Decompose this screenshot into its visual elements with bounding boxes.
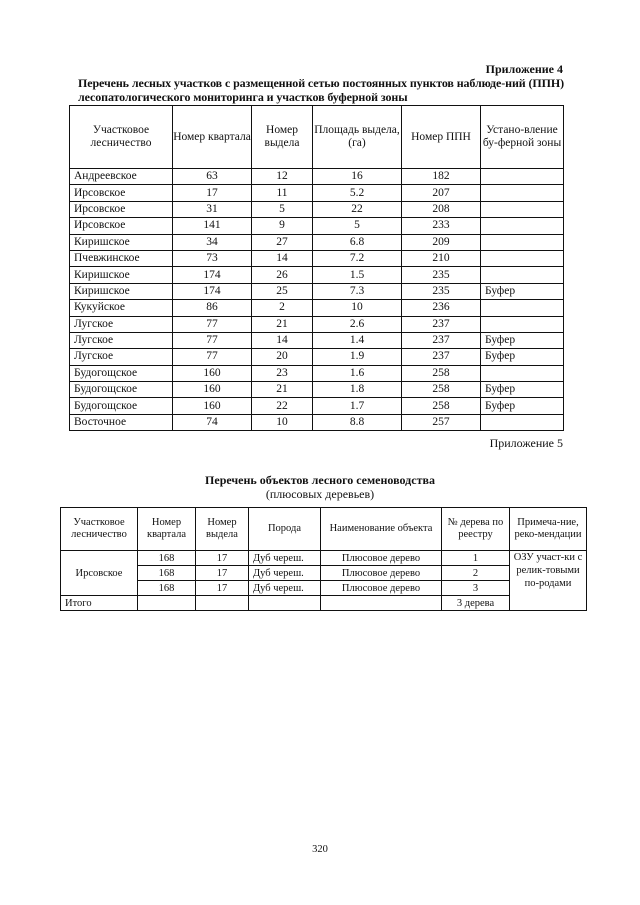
table-header-row <box>61 508 587 551</box>
seed-objects-body <box>61 551 587 611</box>
cell-buffer <box>481 250 564 266</box>
table-row <box>61 581 587 596</box>
cell-forestry: Ирсовское <box>70 201 173 217</box>
cell-buffer <box>481 185 564 201</box>
cell-quarter: 17 <box>173 185 252 201</box>
cell-ppn: 258 <box>402 382 481 398</box>
table-row <box>70 234 564 250</box>
table-row <box>70 332 564 348</box>
cell-buffer <box>481 218 564 234</box>
header-buffer: Устано-вление бу-ферной зоны <box>481 106 564 169</box>
cell-forestry: Ирсовское <box>70 185 173 201</box>
cell-area: 2.6 <box>313 316 402 332</box>
cell-buffer <box>481 201 564 217</box>
cell-buffer: Буфер <box>481 398 564 414</box>
cell-section: 21 <box>252 382 313 398</box>
cell-area: 22 <box>313 201 402 217</box>
header-ppn: Номер ППН <box>402 106 481 169</box>
table-row <box>70 250 564 266</box>
cell-area: 1.7 <box>313 398 402 414</box>
cell-area: 7.3 <box>313 283 402 299</box>
cell-buffer <box>481 234 564 250</box>
total-row <box>61 596 587 611</box>
forest-plots-table <box>69 105 564 431</box>
cell-ppn: 208 <box>402 201 481 217</box>
cell-quarter: 168 <box>138 566 196 581</box>
cell-forestry: Будогощское <box>70 365 173 381</box>
cell-empty <box>321 596 442 611</box>
header-area: Площадь выдела, (га) <box>313 106 402 169</box>
seed-objects-table <box>60 507 587 611</box>
cell-area: 1.5 <box>313 267 402 283</box>
cell-section: 2 <box>252 300 313 316</box>
appendix-5-subtitle: (плюсовых деревьев) <box>265 487 375 501</box>
cell-section: 14 <box>252 250 313 266</box>
cell-area: 10 <box>313 300 402 316</box>
cell-forestry: Ирсовское <box>70 218 173 234</box>
cell-area: 1.8 <box>313 382 402 398</box>
header-forestry: Участковое лесничество <box>70 106 173 169</box>
cell-quarter: 86 <box>173 300 252 316</box>
cell-section: 23 <box>252 365 313 381</box>
cell-forestry: Будогощское <box>70 398 173 414</box>
cell-quarter: 174 <box>173 283 252 299</box>
cell-quarter: 168 <box>138 581 196 596</box>
cell-quarter: 77 <box>173 316 252 332</box>
cell-total-value: 3 дерева <box>442 596 510 611</box>
cell-note: ОЗУ участ-ки с релик-товыми по-родами <box>510 551 587 611</box>
cell-buffer: Буфер <box>481 349 564 365</box>
cell-species: Дуб череш. <box>249 566 321 581</box>
cell-object-name: Плюсовое дерево <box>321 566 442 581</box>
cell-quarter: 31 <box>173 201 252 217</box>
cell-ppn: 237 <box>402 332 481 348</box>
cell-quarter: 160 <box>173 365 252 381</box>
cell-section: 26 <box>252 267 313 283</box>
cell-ppn: 258 <box>402 365 481 381</box>
cell-forestry: Ирсовское <box>61 551 138 596</box>
cell-ppn: 257 <box>402 414 481 430</box>
cell-species: Дуб череш. <box>249 551 321 566</box>
cell-area: 8.8 <box>313 414 402 430</box>
cell-ppn: 237 <box>402 349 481 365</box>
cell-object-name: Плюсовое дерево <box>321 551 442 566</box>
cell-quarter: 77 <box>173 349 252 365</box>
table-row <box>70 300 564 316</box>
cell-area: 7.2 <box>313 250 402 266</box>
cell-buffer <box>481 267 564 283</box>
cell-buffer <box>481 316 564 332</box>
header-section: Номер выдела <box>196 508 249 551</box>
cell-quarter: 160 <box>173 382 252 398</box>
cell-section: 22 <box>252 398 313 414</box>
header-species: Порода <box>249 508 321 551</box>
cell-quarter: 34 <box>173 234 252 250</box>
cell-section: 14 <box>252 332 313 348</box>
table-row <box>70 365 564 381</box>
cell-forestry: Будогощское <box>70 382 173 398</box>
cell-ppn: 233 <box>402 218 481 234</box>
cell-ppn: 210 <box>402 250 481 266</box>
cell-area: 1.6 <box>313 365 402 381</box>
cell-species: Дуб череш. <box>249 581 321 596</box>
cell-forestry: Андреевское <box>70 169 173 185</box>
appendix-4-label: Приложение 4 <box>485 62 563 76</box>
cell-forestry: Киришское <box>70 267 173 283</box>
appendix-5-title: Перечень объектов лесного семеноводства <box>205 473 435 487</box>
cell-forestry: Лугское <box>70 316 173 332</box>
cell-quarter: 168 <box>138 551 196 566</box>
cell-buffer: Буфер <box>481 382 564 398</box>
cell-quarter: 160 <box>173 398 252 414</box>
header-tree-number: № дерева по реестру <box>442 508 510 551</box>
table-row <box>70 382 564 398</box>
table-row <box>70 414 564 430</box>
cell-ppn: 258 <box>402 398 481 414</box>
table-row <box>70 267 564 283</box>
cell-buffer <box>481 414 564 430</box>
cell-quarter: 77 <box>173 332 252 348</box>
cell-forestry: Киришское <box>70 234 173 250</box>
header-object-name: Наименование объекта <box>321 508 442 551</box>
table-row <box>70 218 564 234</box>
table-row <box>70 185 564 201</box>
cell-area: 5.2 <box>313 185 402 201</box>
cell-area: 1.4 <box>313 332 402 348</box>
table-row <box>61 566 587 581</box>
cell-buffer: Буфер <box>481 332 564 348</box>
cell-empty <box>249 596 321 611</box>
cell-total-label: Итого <box>61 596 138 611</box>
cell-tree-number: 2 <box>442 566 510 581</box>
cell-forestry: Лугское <box>70 349 173 365</box>
cell-area: 1.9 <box>313 349 402 365</box>
header-quarter: Номер квартала <box>138 508 196 551</box>
cell-buffer: Буфер <box>481 283 564 299</box>
cell-area: 5 <box>313 218 402 234</box>
table-row <box>70 169 564 185</box>
cell-ppn: 235 <box>402 267 481 283</box>
cell-section: 27 <box>252 234 313 250</box>
cell-empty <box>196 596 249 611</box>
header-note: Примеча-ние, реко-мендации <box>510 508 587 551</box>
cell-area: 6.8 <box>313 234 402 250</box>
cell-section: 21 <box>252 316 313 332</box>
table-row <box>61 551 587 566</box>
cell-section: 12 <box>252 169 313 185</box>
cell-quarter: 174 <box>173 267 252 283</box>
cell-empty <box>138 596 196 611</box>
cell-ppn: 209 <box>402 234 481 250</box>
cell-section: 17 <box>196 566 249 581</box>
cell-forestry: Восточное <box>70 414 173 430</box>
cell-section: 17 <box>196 581 249 596</box>
cell-section: 20 <box>252 349 313 365</box>
cell-ppn: 235 <box>402 283 481 299</box>
page-number: 320 <box>312 844 328 855</box>
table-row <box>70 283 564 299</box>
cell-tree-number: 3 <box>442 581 510 596</box>
cell-ppn: 237 <box>402 316 481 332</box>
table-row <box>70 316 564 332</box>
table-row <box>70 398 564 414</box>
cell-ppn: 182 <box>402 169 481 185</box>
cell-quarter: 141 <box>173 218 252 234</box>
table-header-row <box>70 106 564 169</box>
cell-forestry: Лугское <box>70 332 173 348</box>
cell-ppn: 207 <box>402 185 481 201</box>
header-quarter: Номер квартала <box>173 106 252 169</box>
cell-forestry: Киришское <box>70 283 173 299</box>
forest-plots-body <box>70 169 564 431</box>
header-forestry: Участковое лесничество <box>61 508 138 551</box>
cell-buffer <box>481 365 564 381</box>
cell-section: 11 <box>252 185 313 201</box>
cell-quarter: 73 <box>173 250 252 266</box>
cell-buffer <box>481 169 564 185</box>
cell-forestry: Кукуйское <box>70 300 173 316</box>
cell-quarter: 74 <box>173 414 252 430</box>
cell-section: 17 <box>196 551 249 566</box>
table-row <box>70 201 564 217</box>
cell-area: 16 <box>313 169 402 185</box>
cell-buffer <box>481 300 564 316</box>
cell-object-name: Плюсовое дерево <box>321 581 442 596</box>
appendix-4-title: Перечень лесных участков с размещенной сетью постоянных пунктов наблюде-ний (ППН) лесопатологического мониторинга и участков буферной зоны <box>78 76 564 104</box>
header-section: Номер выдела <box>252 106 313 169</box>
cell-forestry: Пчевжинское <box>70 250 173 266</box>
cell-quarter: 63 <box>173 169 252 185</box>
cell-section: 5 <box>252 201 313 217</box>
appendix-5-label: Приложение 5 <box>489 436 563 450</box>
cell-section: 9 <box>252 218 313 234</box>
cell-ppn: 236 <box>402 300 481 316</box>
cell-section: 25 <box>252 283 313 299</box>
cell-tree-number: 1 <box>442 551 510 566</box>
cell-section: 10 <box>252 414 313 430</box>
table-row <box>70 349 564 365</box>
